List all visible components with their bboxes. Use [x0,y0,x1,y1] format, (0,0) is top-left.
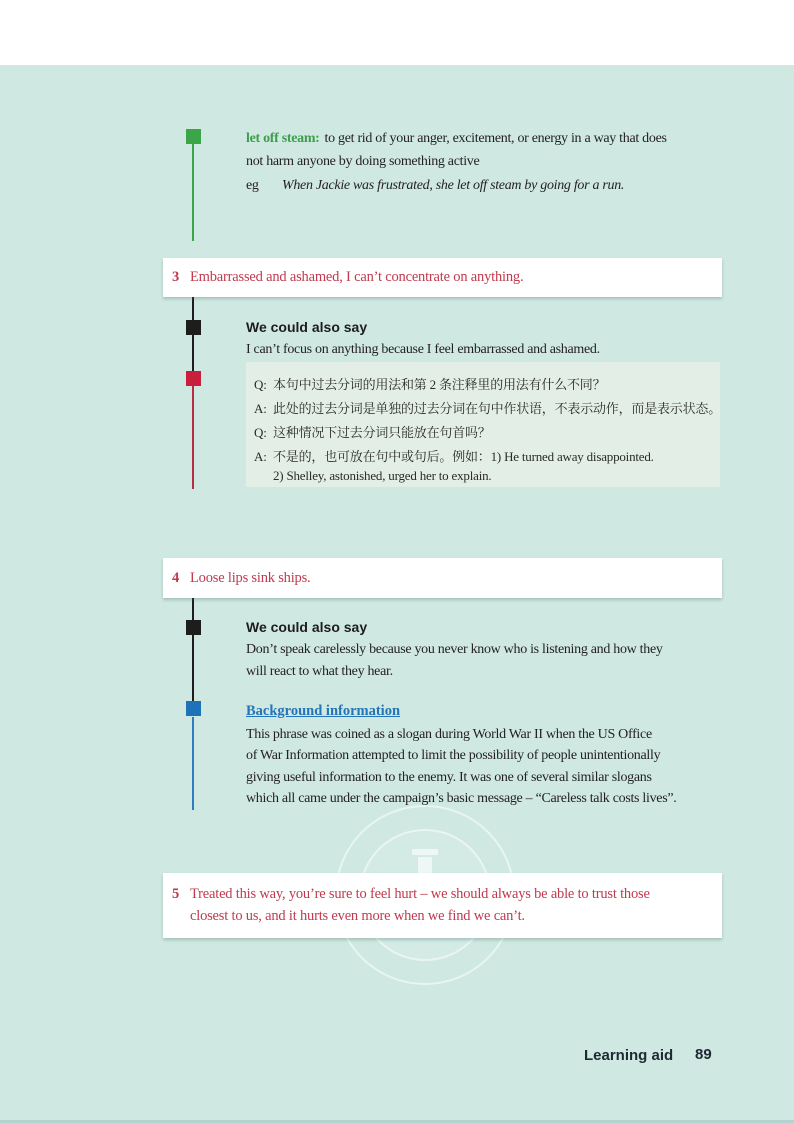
section-4-heading-band [163,558,722,598]
green-rule-line [192,144,194,241]
vocab-term: let off steam: [246,131,320,146]
vocab-definition-line1: let off steam: to get rid of your anger, excitement, or energy in a way that does [246,131,667,146]
background-info-line3: giving useful information to the enemy. It was one of several similar slogans [246,770,652,785]
red-rule-line [192,386,194,489]
background-information-heading: Background information [246,703,401,719]
black-square-marker [186,320,201,335]
footer-section-label: Learning aid [584,1047,674,1064]
section-3-heading-band [163,258,722,297]
qa-row: 2) Shelley, astonished, urged her to explain. [273,468,492,483]
section-3-title: 3 Embarrassed and ashamed, I can’t concentrate on anything. [163,258,722,297]
background-info-line2: of War Information attempted to limit the possibility of people unintentionally [246,748,661,763]
section-5-title-line2: closest to us, and it hurts even more when we find we can’t. [190,908,525,924]
section-5-title-line1: 5 Treated this way, you’re sure to feel hurt – we should always be able to trust those [172,883,722,905]
vocab-example: When Jackie was frustrated, she let off steam by going for a run. [282,178,625,193]
qa-row: Q: 这种情况下过去分词只能放在句首吗？ [254,425,491,440]
qa-label: A: [254,449,267,464]
section-5-heading-band [163,873,722,938]
watermark-tower-cap [412,849,438,855]
vocab-definition-line2: not harm anyone by doing something active [246,154,480,169]
green-square-marker [186,129,201,144]
black-square-marker [186,620,201,635]
qa-row: Q: 本句中过去分词的用法和第 2 条注释里的用法有什么不同？ [254,377,606,392]
black-rule-line [192,598,194,702]
qa-row: A: 此处的过去分词是单独的过去分词在句中作状语，不表示动作，而是表示状态。 [254,401,722,416]
blue-square-marker [186,701,201,716]
section-4-number: 4 [172,570,180,586]
could-also-say-heading-3: We could also say [246,319,368,335]
could-also-say-text-4-line2: will react to what they hear. [246,664,393,679]
footer-page-number: 89 [695,1046,712,1063]
could-also-say-heading-4: We could also say [246,619,368,635]
qa-label: A: [254,401,267,416]
could-also-say-text-3: I can’t focus on anything because I feel embarrassed and ashamed. [246,342,600,357]
qa-label: Q: [254,425,267,440]
section-4-title: 4 Loose lips sink ships. [163,558,722,598]
background-info-line4: which all came under the campaign’s basic message – “Careless talk costs lives”. [246,791,677,806]
vocab-example-line [246,177,624,194]
blue-rule-line [192,717,194,810]
red-square-marker [186,371,201,386]
qa-row: A: 不是的，也可放在句中或句后。例如：1) He turned away disappointed. [254,449,654,464]
background-info-line1: This phrase was coined as a slogan during World War II when the US Office [246,727,652,742]
section-5-number: 5 [172,886,180,902]
could-also-say-text-4-line1: Don’t speak carelessly because you never know who is listening and how they [246,642,663,657]
section-3-number: 3 [172,269,180,285]
eg-label: eg [246,178,259,193]
qa-note-panel [246,362,720,487]
qa-label: Q: [254,377,267,392]
